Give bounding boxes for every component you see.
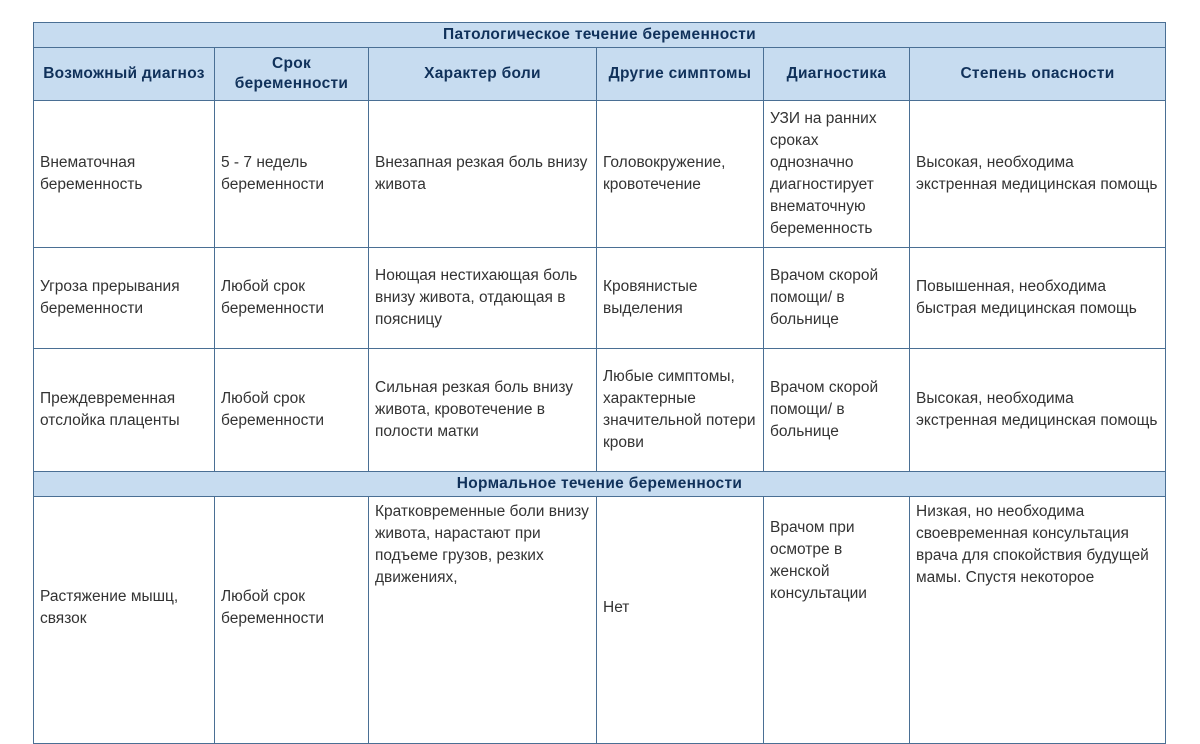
cell-other-symptoms: Нет (597, 497, 764, 744)
cell-danger-level: Повышенная, необходима быстрая медицинская помощь (910, 248, 1166, 349)
cell-pain-type: Ноющая нестихающая боль внизу живота, отдающая в поясницу (369, 248, 597, 349)
cell-diagnostics: УЗИ на ранних сроках однозначно диагностирует внематочную беременность (764, 101, 910, 248)
table-row (34, 349, 1166, 472)
cell-diagnosis: Угроза прерывания беременности (34, 248, 215, 349)
cell-term: Любой срок беременности (215, 349, 369, 472)
column-header-pain-type: Характер боли (369, 48, 597, 101)
cell-diagnostics: Врачом скорой помощи/ в больнице (764, 349, 910, 472)
pregnancy-pain-table-container (33, 22, 1165, 682)
cell-term: Любой срок беременности (215, 248, 369, 349)
cell-pain-type: Внезапная резкая боль внизу живота (369, 101, 597, 248)
cell-term: Любой срок беременности (215, 497, 369, 744)
section-header-row (34, 472, 1166, 497)
cell-pain-type: Сильная резкая боль внизу живота, кровотечение в полости матки (369, 349, 597, 472)
column-header-diagnosis: Возможный диагноз (34, 48, 215, 101)
cell-diagnosis: Растяжение мышц, связок (34, 497, 215, 744)
column-header-other-symptoms: Другие симптомы (597, 48, 764, 101)
column-header-row (34, 48, 1166, 101)
column-header-danger-level: Степень опасности (910, 48, 1166, 101)
cell-danger-level: Высокая, необходима экстренная медицинская помощь (910, 349, 1166, 472)
cell-other-symptoms: Любые симптомы, характерные значительной потери крови (597, 349, 764, 472)
pregnancy-pain-table (33, 22, 1166, 744)
cell-danger-level: Высокая, необходима экстренная медицинская помощь (910, 101, 1166, 248)
cell-diagnostics: Врачом при осмотре в женской консультации (764, 497, 910, 744)
cell-pain-type: Кратковременные боли внизу живота, нарастают при подъеме грузов, резких движениях, (369, 497, 597, 744)
table-row (34, 101, 1166, 248)
cell-other-symptoms: Головокружение, кровотечение (597, 101, 764, 248)
table-row (34, 497, 1166, 744)
cell-diagnosis: Внематочная беременность (34, 101, 215, 248)
column-header-diagnostics: Диагностика (764, 48, 910, 101)
cell-term: 5 - 7 недель беременности (215, 101, 369, 248)
section-header-row (34, 23, 1166, 48)
cell-danger-level: Низкая, но необходима своевременная консультация врача для спокойствия будущей мамы. Спустя некоторое (910, 497, 1166, 744)
column-header-term: Срок беременности (215, 48, 369, 101)
table-row (34, 248, 1166, 349)
section-title-normal: Нормальное течение беременности (34, 472, 1166, 497)
section-title-pathological: Патологическое течение беременности (34, 23, 1166, 48)
cell-other-symptoms: Кровянистые выделения (597, 248, 764, 349)
cell-diagnostics: Врачом скорой помощи/ в больнице (764, 248, 910, 349)
cell-diagnosis: Преждевременная отслойка плаценты (34, 349, 215, 472)
